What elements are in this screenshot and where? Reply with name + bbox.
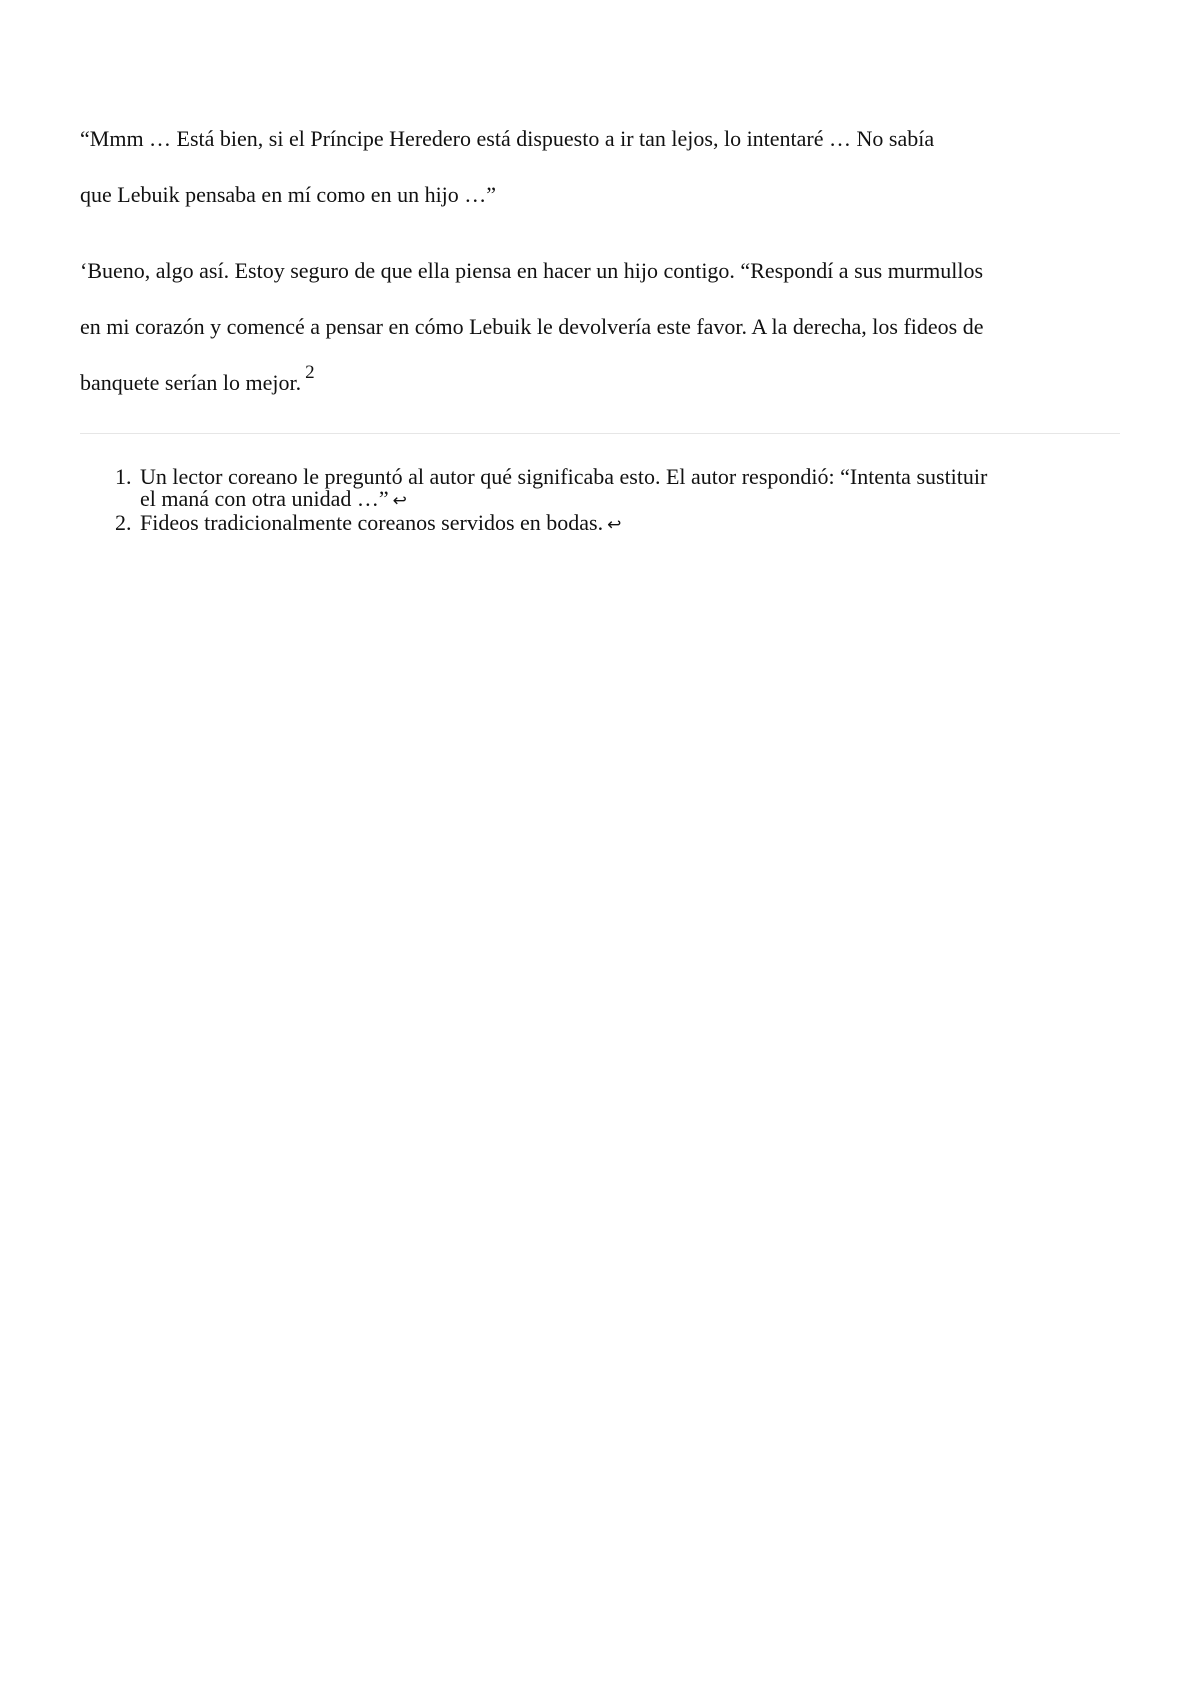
- footnote-number: 2.: [115, 510, 132, 535]
- paragraph: [80, 243, 1120, 411]
- footnote-item: [80, 466, 1120, 512]
- footnote-number: 1.: [115, 464, 132, 489]
- text-line: en mi corazón y comencé a pensar en cómo Lebuik le devolvería este favor. A la derecha, los fideos de: [80, 314, 984, 339]
- text-line: ‘Bueno, algo así. Estoy seguro de que ella piensa en hacer un hijo contigo. “Respondí a sus murmullos: [80, 258, 984, 283]
- text-line: que Lebuik pensaba en mí como en un hijo …”: [80, 182, 497, 207]
- text-line: “Mmm … Está bien, si el Príncipe Heredero está dispuesto a ir tan lejos, lo intentaré … No sabía: [80, 126, 935, 151]
- return-arrow-icon[interactable]: ↩: [392, 491, 407, 511]
- return-arrow-icon[interactable]: ↩: [607, 515, 622, 535]
- text-line: [80, 355, 1120, 411]
- footnote-text-line: [140, 512, 1120, 536]
- footnote-reference-link[interactable]: 2: [305, 362, 315, 383]
- footnote-text-line: [140, 488, 1120, 512]
- footnotes-divider: [80, 433, 1120, 434]
- text-line-content: banquete serían lo mejor.: [80, 370, 302, 395]
- footnote-text: Fideos tradicionalmente coreanos servidos en bodas.: [140, 510, 604, 535]
- footnote-text-line: Un lector coreano le preguntó al autor qué significaba esto. El autor respondió: “Intenta sustituir: [140, 464, 988, 489]
- footnote-item: [80, 512, 1120, 536]
- paragraph: [80, 111, 1120, 223]
- footnote-text: el maná con otra unidad …”: [140, 486, 389, 511]
- footnotes-list: [80, 466, 1120, 536]
